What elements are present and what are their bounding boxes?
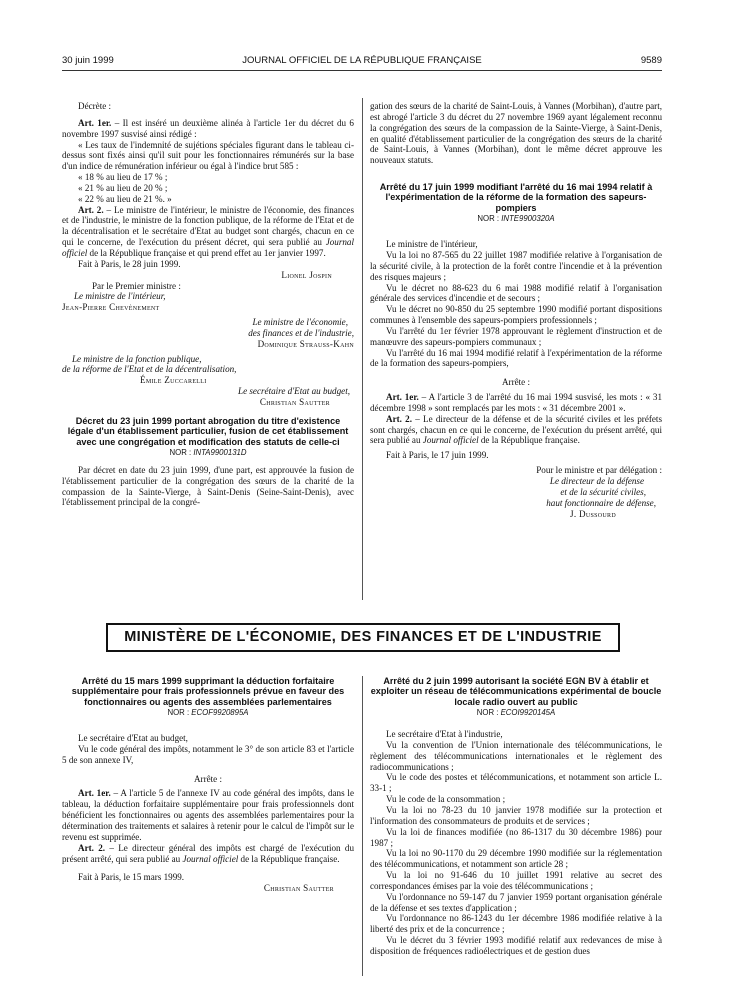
article-label: Art. 2. xyxy=(78,842,106,853)
visa-line: Le ministre de l'intérieur, xyxy=(386,239,478,250)
arrete-label: Arrête : xyxy=(193,773,223,784)
visa-line: Vu le décret no 90-850 du 25 septembre 1990 modifié portant dispositions communes à l'ensemble des sapeurs-pompiers professionnels ; xyxy=(370,304,662,326)
signatory-title: de la réforme de l'Etat et de la décentralisation, xyxy=(62,364,237,375)
fait-a-paris: Fait à Paris, le 17 juin 1999. xyxy=(386,450,489,461)
decret-body: Par décret en date du 23 juin 1999, d'une part, est approuvée la fusion de l'établissement particulier de la congrégation des sœurs de la charité de la compassion de la Sainte-Vierge, à Saint-Denis (Seine-Saint-Denis), avec l'établissement principal de la congré- xyxy=(62,464,354,508)
visa-line: Vu la loi no 87-565 du 22 juillet 1987 modifiée relative à l'organisation de la sécurité civile, à la protection de la forêt contre l'incendie et à la prévention des risques majeurs ; xyxy=(370,249,662,282)
signatory-title: Le ministre de l'économie, xyxy=(252,317,348,328)
rate-line: « 18 % au lieu de 17 % ; xyxy=(78,172,168,183)
signatory-title: et de la sécurité civiles, xyxy=(560,486,646,497)
signatory-name: Émile Zuccarelli xyxy=(140,375,207,386)
visa-line: Vu le code de la consommation ; xyxy=(386,794,506,805)
signatory-name: Christian Sautter xyxy=(259,396,330,407)
signatory-title: Le ministre de l'intérieur, xyxy=(74,291,166,302)
page-header xyxy=(62,55,662,71)
signatory-name: Jean-Pierre Chevènement xyxy=(62,302,160,313)
journal-officiel-ref: Journal officiel xyxy=(182,853,239,864)
decret-title: Décret du 23 juin 1999 portant abrogation du titre d'existence légale d'un établissement particulier, fusion de cet établissement avec une congrégation et modification des statuts de celle-ci xyxy=(67,415,349,447)
signatory-title: Le ministre de la fonction publique, xyxy=(72,353,202,364)
nor-reference: NOR : INTA9900131D xyxy=(169,448,247,457)
visa-line: Vu le décret du 3 février 1993 modifié relatif aux redevances de mise à disposition de fréquences radioélectriques et de gestion dues xyxy=(370,935,662,956)
rate-line: « 22 % au lieu de 21 %. » xyxy=(78,193,172,204)
nor-reference: NOR : INTE9900320A xyxy=(477,214,555,224)
delegation-line: Pour le ministre et par délégation : xyxy=(536,465,662,476)
signatory-name: Christian Sautter xyxy=(263,883,334,894)
visa-line: Le secrétaire d'Etat à l'industrie, xyxy=(386,729,503,740)
quoted-text: « Les taux de l'indemnité de sujétions spéciales figurant dans le tableau ci-dessus sont fixés ainsi qu'il suit pour les fonctionnaires rémunérés sur la base d'un indice de rémunération inférieur ou égal à l'indice brut 585 : xyxy=(62,139,354,172)
column-divider xyxy=(362,98,363,600)
column-1 xyxy=(62,101,354,508)
article-1: Art. 1er. – A l'article 5 de l'annexe IV au code général des impôts, dans le tableau, la déduction forfaitaire supplémentaire pour frais professionnels dont bénéficient les fonctionnaires ou agents des assemblées parlementaires pour la détermination des traitements et salaires à retenir pour le calcul de l'impôt sur le revenu est supprimée. xyxy=(62,788,354,842)
column-4 xyxy=(370,676,662,957)
article-2: Art. 2. – Le ministre de l'intérieur, le ministre de l'économie, des finances et de l'industrie, le ministre de la fonction publique, de la réforme de l'Etat et de la décentralisation et le secrétaire d'Etat au budget sont chargés, chacun en ce qui le concerne, de l'exécution du présent décret, qui sera publié au Journal officiel de la République française et qui prend effet au 1er janvier 1997. xyxy=(62,204,354,258)
signatory-name: Dominique Strauss-Kahn xyxy=(257,338,354,349)
article-label: Art. 2. xyxy=(78,204,104,215)
visa-line: Vu l'ordonnance no 86-1243 du 1er décembre 1986 modifiée relative à la liberté des prix et de la concurrence ; xyxy=(370,913,662,935)
decrete: Décrète : xyxy=(78,101,112,111)
visa-line: Vu l'arrêté du 16 mai 1994 modifié relatif à l'expérimentation de la réforme de la formation des sapeurs-pompiers, xyxy=(370,347,662,369)
visa-line: Vu l'ordonnance no 59-147 du 7 janvier 1959 portant organisation générale de la défense et ses textes d'application ; xyxy=(370,891,662,913)
arrete-title: Arrêté du 15 mars 1999 supprimant la déduction forfaitaire supplémentaire pour frais professionnels prévue en faveur des fonctionnaires ou agents des assemblées parlementaires xyxy=(71,676,345,707)
visa-line: Vu la loi no 91-646 du 10 juillet 1991 relative au secret des correspondances émises par la voie des télécommunications ; xyxy=(370,870,662,891)
visa-line: Vu le décret no 88-623 du 6 mai 1988 modifié relatif à l'organisation générale des services d'incendie et de secours ; xyxy=(370,282,662,304)
fait-a-paris: Fait à Paris, le 28 juin 1999. xyxy=(78,258,181,269)
article-label: Art. 1er. xyxy=(78,117,112,128)
header-date: 30 juin 1999 xyxy=(62,55,114,66)
header-rule xyxy=(62,70,662,71)
visa-line: Vu le code des postes et télécommunications, et notamment son article L. 33-1 ; xyxy=(370,772,662,794)
visa-line: Vu la convention de l'Union internationale des télécommunications, le règlement des télécommunications internationales et le règlement des radiocommunications ; xyxy=(370,739,662,772)
article-1 xyxy=(62,118,354,140)
signatory-title: Le directeur de la défense xyxy=(549,476,644,486)
visa-line: Vu la loi de finances modifiée (no 86-1317 du 30 décembre 1986) pour 1987 ; xyxy=(370,826,662,848)
visa-line: Vu le code général des impôts, notamment le 3° de son article 83 et l'article 5 de son annexe IV, xyxy=(62,743,354,765)
visa-line: Vu l'arrêté du 1er février 1978 approuvant le règlement d'instruction et de manœuvre des sapeurs-pompiers communaux ; xyxy=(370,325,662,347)
signatory-title: des finances et de l'industrie, xyxy=(248,327,354,338)
article-2: Art. 2. – Le directeur de la défense et de la sécurité civiles et les préfets sont chargés, chacun en ce qui le concerne, de l'exécution du présent arrêté, qui sera publié au Journal officiel de la République française. xyxy=(370,413,663,446)
article-1: Art. 1er. – A l'article 3 de l'arrêté du 16 mai 1994 susvisé, les mots : « 31 décembre 1998 » sont remplacés par les mots : « 31 décembre 2001 ». xyxy=(370,392,662,413)
page-number: 9589 xyxy=(640,55,662,66)
article-label: Art. 1er. xyxy=(386,392,419,403)
signatory-title: haut fonctionnaire de défense, xyxy=(546,497,656,508)
visa-line: Vu la loi no 90-1170 du 29 décembre 1990 modifiée sur la réglementation des télécommunications, et notamment son article 28 ; xyxy=(370,848,662,870)
arrete-label: Arrête : xyxy=(501,377,531,388)
nor-reference: NOR : ECOI9920145A xyxy=(476,708,556,718)
rate-line: « 21 % au lieu de 20 % ; xyxy=(78,182,168,193)
column-3 xyxy=(62,676,354,894)
article-2: Art. 2. – Le directeur général des impôts est chargé de l'exécution du présent arrêté, qui sera publié au Journal officiel de la République française. xyxy=(62,842,354,864)
journal-officiel-ref: Journal officiel xyxy=(62,237,354,258)
journal-officiel-ref: Journal officiel xyxy=(422,435,479,446)
signature-pm: Lionel Jospin xyxy=(281,269,332,280)
par-premier-ministre: Par le Premier ministre : xyxy=(92,280,181,291)
preamble: Le secrétaire d'Etat au budget, xyxy=(78,733,188,744)
article-text: – Il est inséré un deuxième alinéa à l'article 1er du décret du 6 novembre 1997 susvisé ainsi rédigé : xyxy=(62,117,354,139)
continuation-text: gation des sœurs de la charité de Saint-Louis, à Vannes (Morbihan), d'autre part, est abrogé l'article 3 du décret du 27 novembre 1969 ayant légalement reconnu la congrégation des sœurs de la compassion de la Sainte-Vierge, à Saint-Denis, en qualité d'établissement particulier de la congrégation des sœurs de la charité de Saint-Louis, à Vannes (Morbihan), dont le même décret approuve les nouveaux statuts. xyxy=(370,101,662,166)
ministry-banner: MINISTÈRE DE L'ÉCONOMIE, DES FINANCES ET DE L'INDUSTRIE xyxy=(106,623,620,652)
signatory-name: J. Dussourd xyxy=(570,508,616,519)
article-label: Art. 2. xyxy=(386,413,412,424)
column-divider xyxy=(362,676,363,976)
fait-a-paris: Fait à Paris, le 15 mars 1999. xyxy=(78,872,185,883)
visa-line: Vu la loi no 78-23 du 10 janvier 1978 modifiée sur la protection et l'information des consommateurs de produits et de services ; xyxy=(370,804,662,826)
arrete-title: Arrêté du 17 juin 1999 modifiant l'arrêté du 16 mai 1994 relatif à l'expérimentation de la réforme de la formation des sapeurs-pompiers xyxy=(379,182,653,213)
nor-reference: NOR : ECOF9920895A xyxy=(167,708,249,718)
arrete-title: Arrêté du 2 juin 1999 autorisant la société EGN BV à établir et exploiter un réseau de télécommunications expérimental de boucle locale radio ouvert au public xyxy=(370,676,662,707)
column-2 xyxy=(370,101,662,519)
signatory-title: Le secrétaire d'Etat au budget, xyxy=(238,386,350,397)
article-label: Art. 1er. xyxy=(78,788,111,799)
journal-title: JOURNAL OFFICIEL DE LA RÉPUBLIQUE FRANÇAISE xyxy=(242,55,482,66)
